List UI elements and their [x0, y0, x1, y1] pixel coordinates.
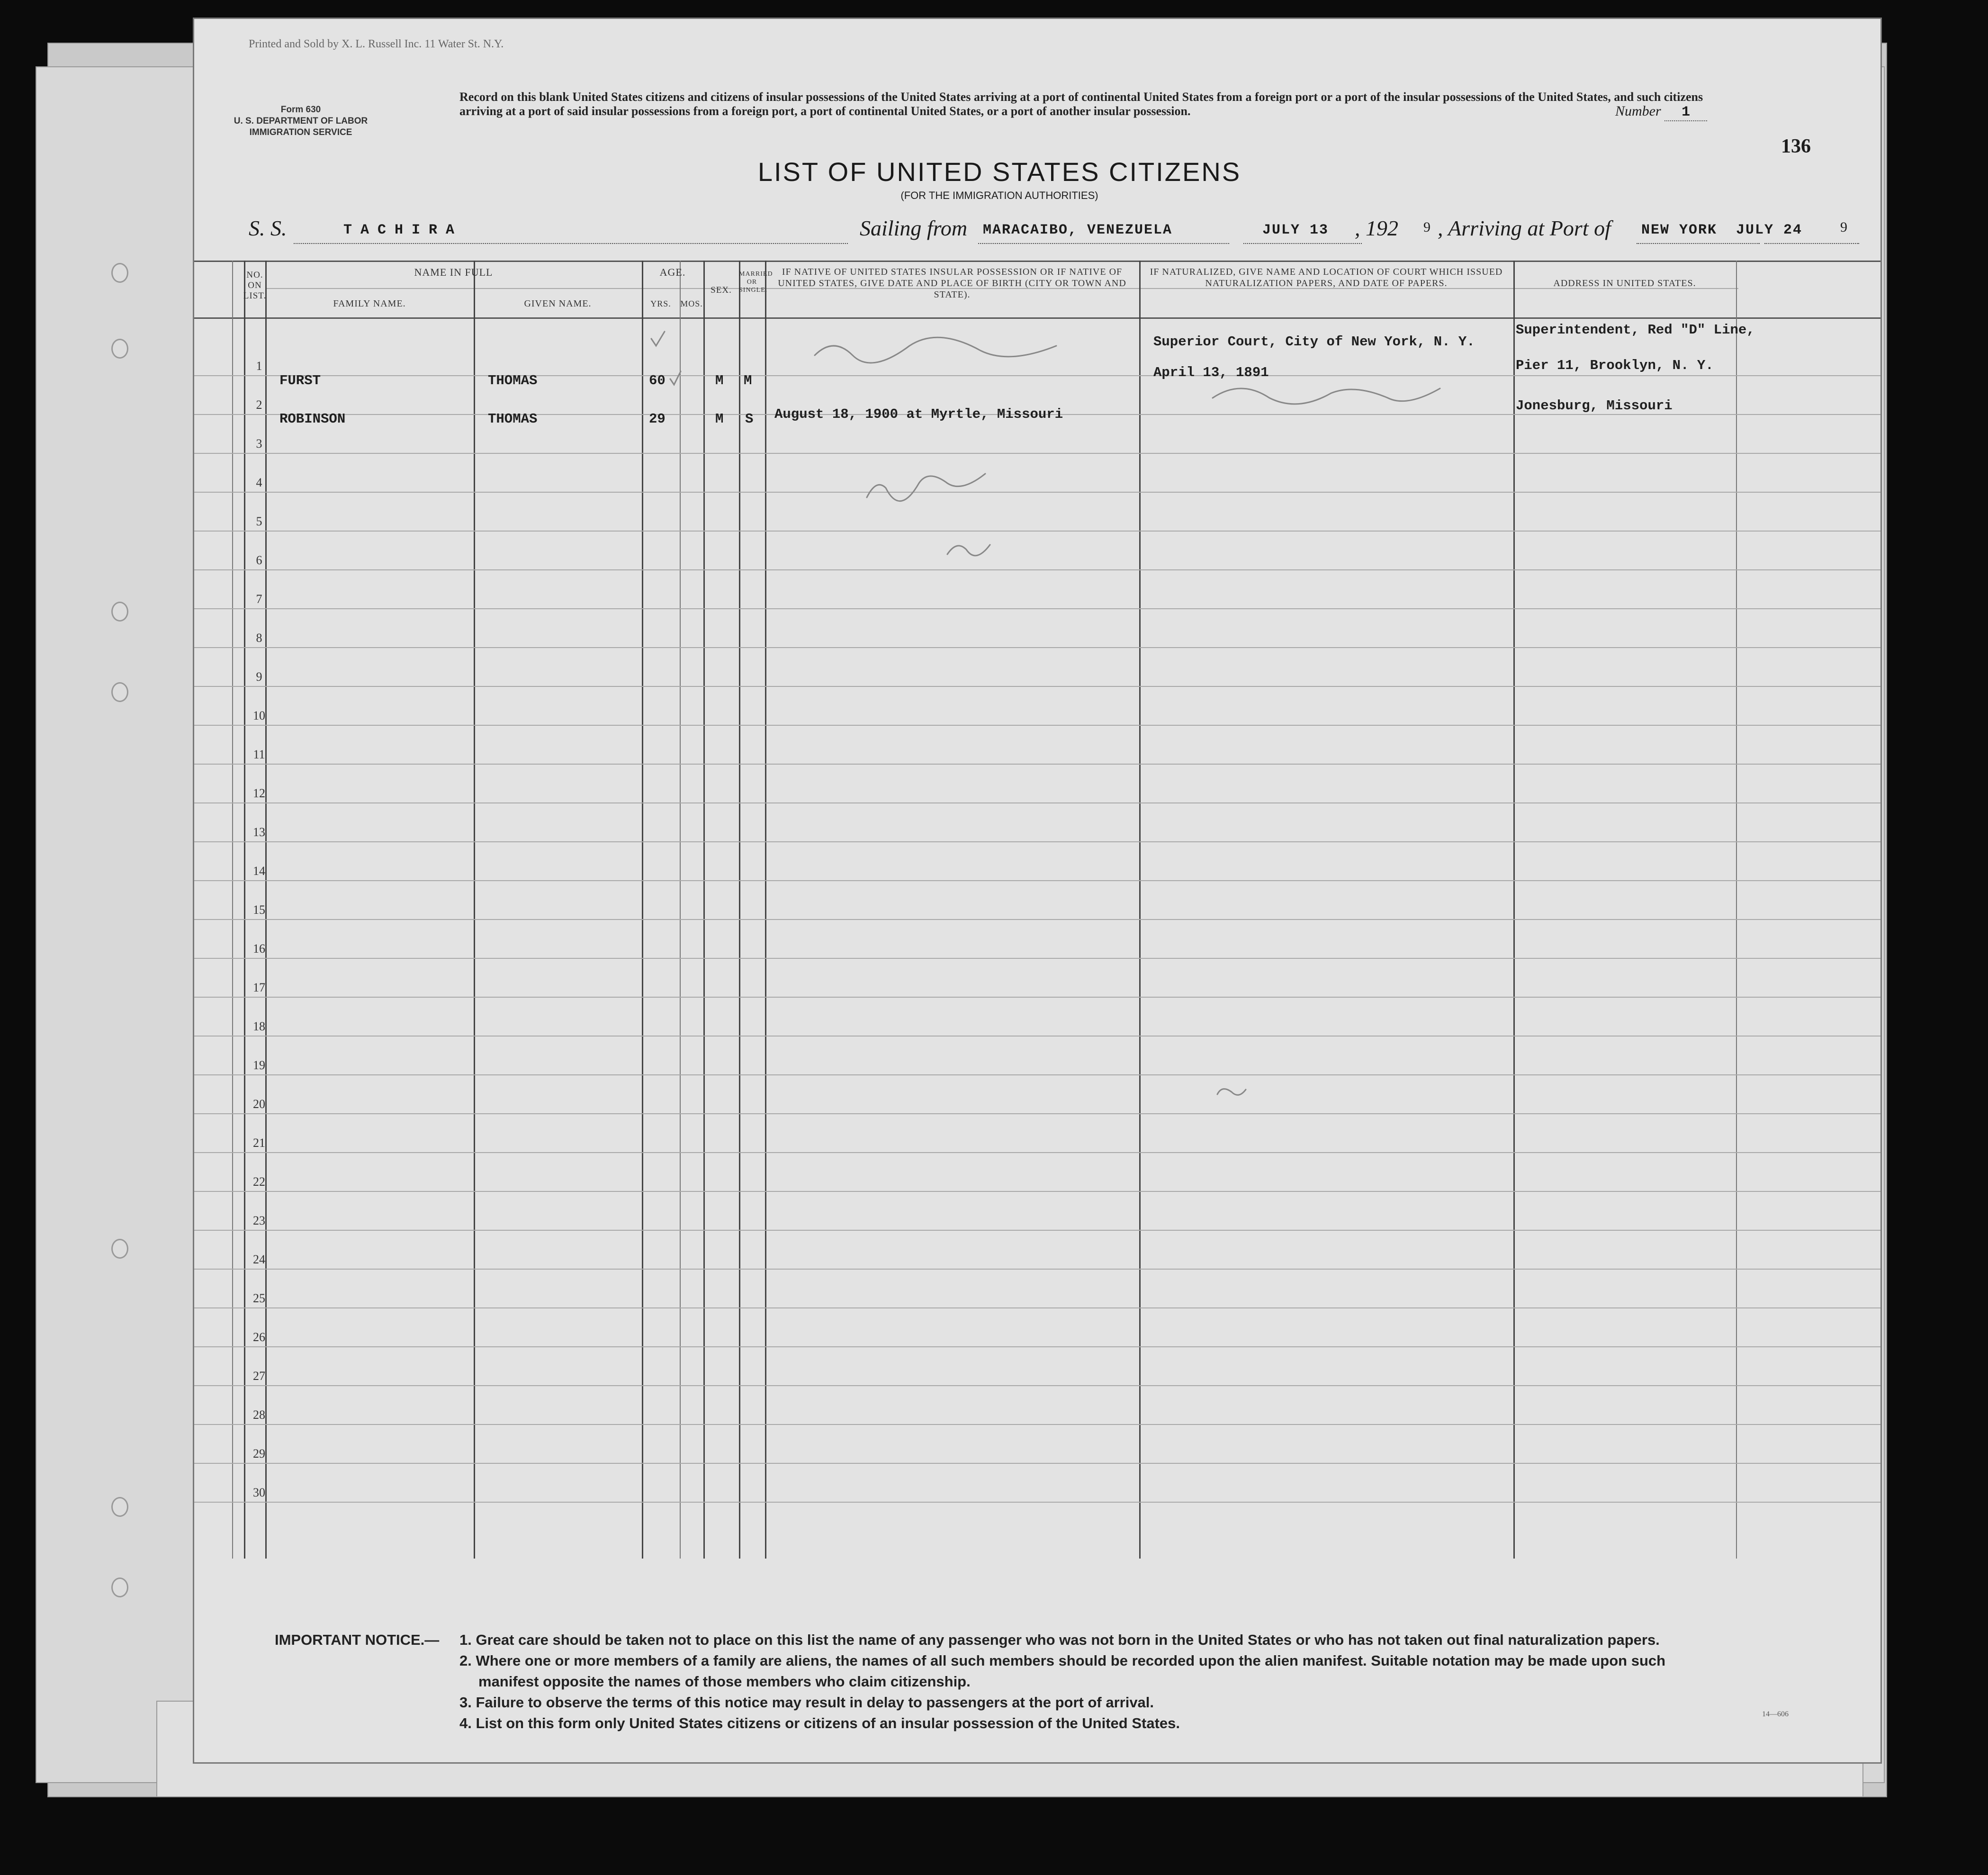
ship-underline	[294, 243, 848, 244]
age-years-cell: 60	[649, 373, 666, 388]
column-rule	[703, 261, 705, 1559]
row-rule	[194, 802, 1880, 803]
row-number: 30	[253, 1486, 265, 1499]
row-rule	[194, 1230, 1880, 1231]
binder-hole	[111, 1578, 128, 1597]
row-number: 5	[256, 514, 262, 528]
family-name-cell: ROBINSON	[279, 411, 346, 427]
row-rule	[194, 880, 1880, 881]
header-given-name: GIVEN NAME.	[524, 298, 592, 309]
row-number: 10	[253, 709, 265, 722]
header-us-address: ADDRESS IN UNITED STATES.	[1553, 278, 1696, 288]
sex-cell: M	[715, 373, 724, 388]
notice-item-3: 3. Failure to observe the terms of this notice may result in delay to passengers at the port of arrival.	[459, 1694, 1154, 1711]
arrival-date: JULY 24	[1736, 222, 1803, 238]
birth-details-cell: August 18, 1900 at Myrtle, Missouri	[774, 406, 1063, 422]
address-line-2-cell: Pier 11, Brooklyn, N. Y.	[1516, 358, 1714, 373]
binder-hole	[111, 1239, 128, 1259]
handwritten-signature	[947, 545, 990, 556]
header-age-months: MOS.	[680, 299, 703, 308]
header-bottom-rule	[194, 317, 1880, 319]
handwritten-annotations	[194, 261, 1880, 1559]
row-rule	[194, 1424, 1880, 1425]
given-name-cell: THOMAS	[488, 373, 538, 388]
header-family-name: FAMILY NAME.	[333, 298, 406, 309]
year-prefix: , 192	[1355, 216, 1398, 240]
row-rule	[194, 919, 1880, 920]
row-number: 8	[256, 631, 262, 645]
row-rule	[194, 725, 1880, 726]
row-number: 9	[256, 670, 262, 684]
header-no-on-list: NO. ON LIST.	[243, 270, 267, 301]
row-number: 15	[253, 903, 265, 917]
arrival-date-underline	[1764, 243, 1859, 244]
handwritten-note	[815, 337, 1056, 363]
printer-credit: Printed and Sold by X. L. Russell Inc. 11 Water St. N.Y.	[249, 38, 504, 50]
row-rule	[194, 1152, 1880, 1153]
from-port: MARACAIBO, VENEZUELA	[983, 222, 1173, 238]
number-label: Number	[1615, 103, 1661, 119]
married-cell: S	[745, 411, 754, 427]
check-mark	[670, 371, 681, 385]
page-subtitle: (FOR THE IMMIGRATION AUTHORITIES)	[900, 189, 1098, 201]
married-cell: M	[744, 373, 752, 388]
column-rule	[232, 261, 233, 1559]
address-line-1-cell: Jonesburg, Missouri	[1516, 398, 1673, 414]
notice-item-4: 4. List on this form only United States citizens or citizens of an insular possession of the United States.	[459, 1715, 1180, 1731]
header-married-single: MARRIED OR SINGLE.	[739, 270, 773, 294]
page-title: LIST OF UNITED STATES CITIZENS	[757, 157, 1241, 187]
row-number: 16	[253, 942, 265, 956]
row-number: 4	[256, 476, 262, 489]
row-number: 29	[253, 1447, 265, 1460]
notice-label: IMPORTANT NOTICE.—	[275, 1632, 440, 1648]
notice-item-2-continued: manifest opposite the names of those members who claim citizenship.	[478, 1673, 971, 1690]
form-identifier	[223, 104, 379, 138]
row-number: 24	[253, 1253, 265, 1266]
column-rule	[739, 261, 740, 1559]
header-age: AGE.	[659, 266, 686, 278]
header-sex: SEX.	[711, 285, 732, 295]
column-rule	[1139, 261, 1141, 1559]
sailing-label: Sailing from	[860, 216, 968, 240]
table-top-rule	[194, 261, 1880, 262]
notice-item-2: 2. Where one or more members of a family are aliens, the names of all such members should be recorded upon the alien manifest. Suitable notation may be made upon such	[459, 1652, 1666, 1669]
page-number: 136	[1781, 135, 1811, 157]
form-number: Form 630	[280, 105, 321, 115]
column-rule	[1736, 261, 1737, 1559]
row-rule	[194, 1036, 1880, 1037]
row-number: 22	[253, 1175, 265, 1189]
header-naturalization: IF NATURALIZED, GIVE NAME AND LOCATION OF COURT WHICH ISSUED NATURALIZATION PAPERS, AND DATE OF PAPERS.	[1150, 267, 1503, 288]
row-number: 6	[256, 553, 262, 567]
row-number: 7	[256, 592, 262, 606]
arriving-label: , Arriving at Port of	[1438, 216, 1611, 240]
binder-hole	[111, 1497, 128, 1517]
row-rule	[194, 1113, 1880, 1114]
depart-date: JULY 13	[1262, 222, 1329, 238]
header-birth-details: IF NATIVE OF UNITED STATES INSULAR POSSESSION OR IF NATIVE OF UNITED STATES, GIVE DATE AND PLACE OF BIRTH (CITY OR TOWN AND STATE).	[778, 267, 1126, 300]
handwritten-note	[1213, 388, 1440, 404]
column-rule	[765, 261, 766, 1559]
row-rule	[194, 1191, 1880, 1192]
column-rule	[680, 261, 681, 1559]
column-rule	[642, 261, 643, 1559]
row-number: 17	[253, 981, 265, 994]
arrival-port-underline	[1637, 243, 1760, 244]
row-rule	[194, 764, 1880, 765]
row-rule	[194, 1385, 1880, 1386]
row-rule	[194, 1269, 1880, 1270]
binder-hole	[111, 263, 128, 283]
naturalization-date-cell: April 13, 1891	[1153, 365, 1269, 380]
address-line-1-cell: Superintendent, Red "D" Line,	[1516, 322, 1755, 338]
depart-date-underline	[1243, 243, 1362, 244]
row-number: 28	[253, 1408, 265, 1422]
row-number: 23	[253, 1214, 265, 1227]
column-rule	[1513, 261, 1515, 1559]
row-number: 3	[256, 437, 262, 451]
row-rule	[194, 841, 1880, 842]
row-number: 14	[253, 864, 265, 878]
row-rule	[194, 997, 1880, 998]
row-rule	[194, 375, 1880, 376]
naturalization-court-cell: Superior Court, City of New York, N. Y.	[1153, 334, 1475, 350]
ss-label: S. S.	[249, 216, 287, 240]
handwritten-signature	[867, 474, 985, 501]
family-name-cell: FURST	[279, 373, 321, 388]
row-number: 19	[253, 1058, 265, 1072]
manifest-sheet	[194, 19, 1880, 1762]
column-rule	[474, 261, 475, 1559]
number-value: 1	[1664, 104, 1707, 121]
department-name: U. S. DEPARTMENT OF LABOR	[234, 116, 368, 126]
row-number: 12	[253, 786, 265, 800]
ship-name: TACHIRA	[343, 222, 463, 238]
check-mark	[651, 332, 665, 346]
list-number	[1615, 103, 1707, 121]
record-instructions: Record on this blank United States citizens and citizens of insular possessions of the United States arriving at a port of continental United States from a foreign port or a port of the insular possessions of the United States, and such citizens arriving at a port of said insular possessions from a foreign port, a port of continental United States, or a port of another insular possession.	[459, 90, 1703, 118]
row-rule	[194, 531, 1880, 532]
row-rule	[194, 569, 1880, 570]
row-rule	[194, 453, 1880, 454]
row-number: 25	[253, 1291, 265, 1305]
row-number: 2	[256, 398, 262, 412]
binder-hole	[111, 602, 128, 622]
row-number: 21	[253, 1136, 265, 1150]
age-years-cell: 29	[649, 411, 666, 427]
given-name-cell: THOMAS	[488, 411, 538, 427]
row-rule	[194, 1346, 1880, 1347]
row-number: 1	[256, 359, 262, 373]
sex-cell: M	[715, 411, 724, 427]
voyage-line	[249, 216, 1859, 249]
arrival-port: NEW YORK	[1641, 222, 1718, 238]
row-rule	[194, 958, 1880, 959]
row-rule	[194, 647, 1880, 648]
depart-year-digit: 9	[1423, 219, 1430, 235]
row-rule	[194, 608, 1880, 609]
service-name: IMMIGRATION SERVICE	[249, 127, 352, 137]
binder-hole	[111, 682, 128, 702]
row-number: 18	[253, 1019, 265, 1033]
notice-item-1: 1. Great care should be taken not to place on this list the name of any passenger who was not born in the United States or who has not taken out final naturalization papers.	[459, 1632, 1660, 1648]
row-rule	[194, 492, 1880, 493]
row-number: 13	[253, 825, 265, 839]
arrival-year-digit: 9	[1840, 219, 1847, 235]
form-code: 14—606	[1762, 1710, 1789, 1718]
row-rule	[194, 1307, 1880, 1308]
row-number: 26	[253, 1330, 265, 1344]
row-rule	[194, 686, 1880, 687]
header-name-in-full: NAME IN FULL	[414, 266, 493, 278]
header-age-years: YRS.	[650, 299, 671, 308]
row-number: 27	[253, 1369, 265, 1383]
row-rule	[194, 1502, 1880, 1503]
row-rule	[194, 1074, 1880, 1075]
binder-hole	[111, 339, 128, 359]
passenger-table	[194, 261, 1880, 1559]
handwritten-mark	[1217, 1089, 1246, 1095]
notice-items	[459, 1630, 1857, 1734]
row-number: 20	[253, 1097, 265, 1111]
row-rule	[194, 1463, 1880, 1464]
from-port-underline	[978, 243, 1229, 244]
row-number: 11	[253, 748, 265, 761]
